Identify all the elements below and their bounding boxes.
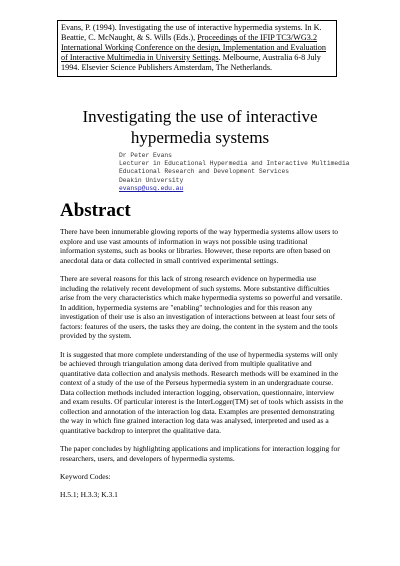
abstract-paragraph: The paper concludes by highlighting applications and implications for interaction logging for researchers, users, and developers of hypermedia systems.: [60, 444, 340, 463]
abstract-paragraph: There are several reasons for this lack of strong research evidence on hypermedia use including the relatively recent development of such systems. More substantive difficulties arise from the very characteristics which make hypermedia systems so powerful and versatile. In addition, hypermedia systems are "enabling" technologies and for this reason any investigation of their use is also an investigation of interactions between at least four sets of factors: features of the users, the tasks they are doing, the content in the system and the tools provided by the system.: [60, 274, 343, 340]
author-department: Educational Research and Development Services: [119, 168, 290, 176]
paper-title: Investigating the use of interactive hypermedia systems: [82, 107, 318, 147]
keywords-value: H.5.1; H.3.3; K.3.1: [60, 489, 118, 499]
citation-text: Evans, P. (1994). Investigating the use of interactive hypermedia systems. In K. Beattie, C. McNaught, & S. Wills (Eds.),: [61, 23, 322, 42]
citation-box: [57, 20, 337, 77]
proceedings-link[interactable]: Proceedings of the IFIP TC3/WG3.2 International Working Conference on the design, Implementation and Evaluation of Interactive Multimedia in University Settings: [61, 33, 326, 62]
citation-location: . Melbourne, Australia 6-8 July 1994. Elsevier Science Publishers Amsterdam, The Netherlands.: [61, 53, 321, 72]
author-email-link[interactable]: evansp@usq.edu.au: [119, 184, 184, 192]
author-name: Dr Peter Evans: [119, 152, 172, 159]
author-position: Lecturer in Educational Hypermedia and Interactive Multimedia: [119, 160, 350, 168]
abstract-paragraph: It is suggested that more complete understanding of the use of hypermedia systems will only be achieved through triangulation among data derived from multiple qualitative and quantitative data collection and analysis methods. Research methods will be examined in the context of a study of the use of the Perseus hypermedia system in an undergraduate course. Data collection methods included interaction logging, observation, questionnaire, interview and exam results. Of particular interest is the InterLogger(TM) set of tools which assists in the collection and annotation of the interaction log data. Examples are presented demonstrating the way in which fine grained interaction log data was analysed, interpreted and used as a quantitative backdrop to interpret the qualitative data.: [60, 349, 344, 435]
abstract-body: [60, 227, 344, 508]
author-block: [119, 152, 379, 193]
abstract-heading: Abstract: [60, 200, 131, 221]
author-university: Deakin University: [119, 176, 184, 184]
abstract-paragraph: There have been innumerable glowing reports of the way hypermedia systems allow users to explore and use vast amounts of information in ways not possible using traditional information systems, such as books or libraries. However, these reports are often based on anecdotal data or data collected in small contrived experimental settings.: [60, 227, 339, 265]
keywords-label: Keyword Codes:: [60, 472, 111, 481]
